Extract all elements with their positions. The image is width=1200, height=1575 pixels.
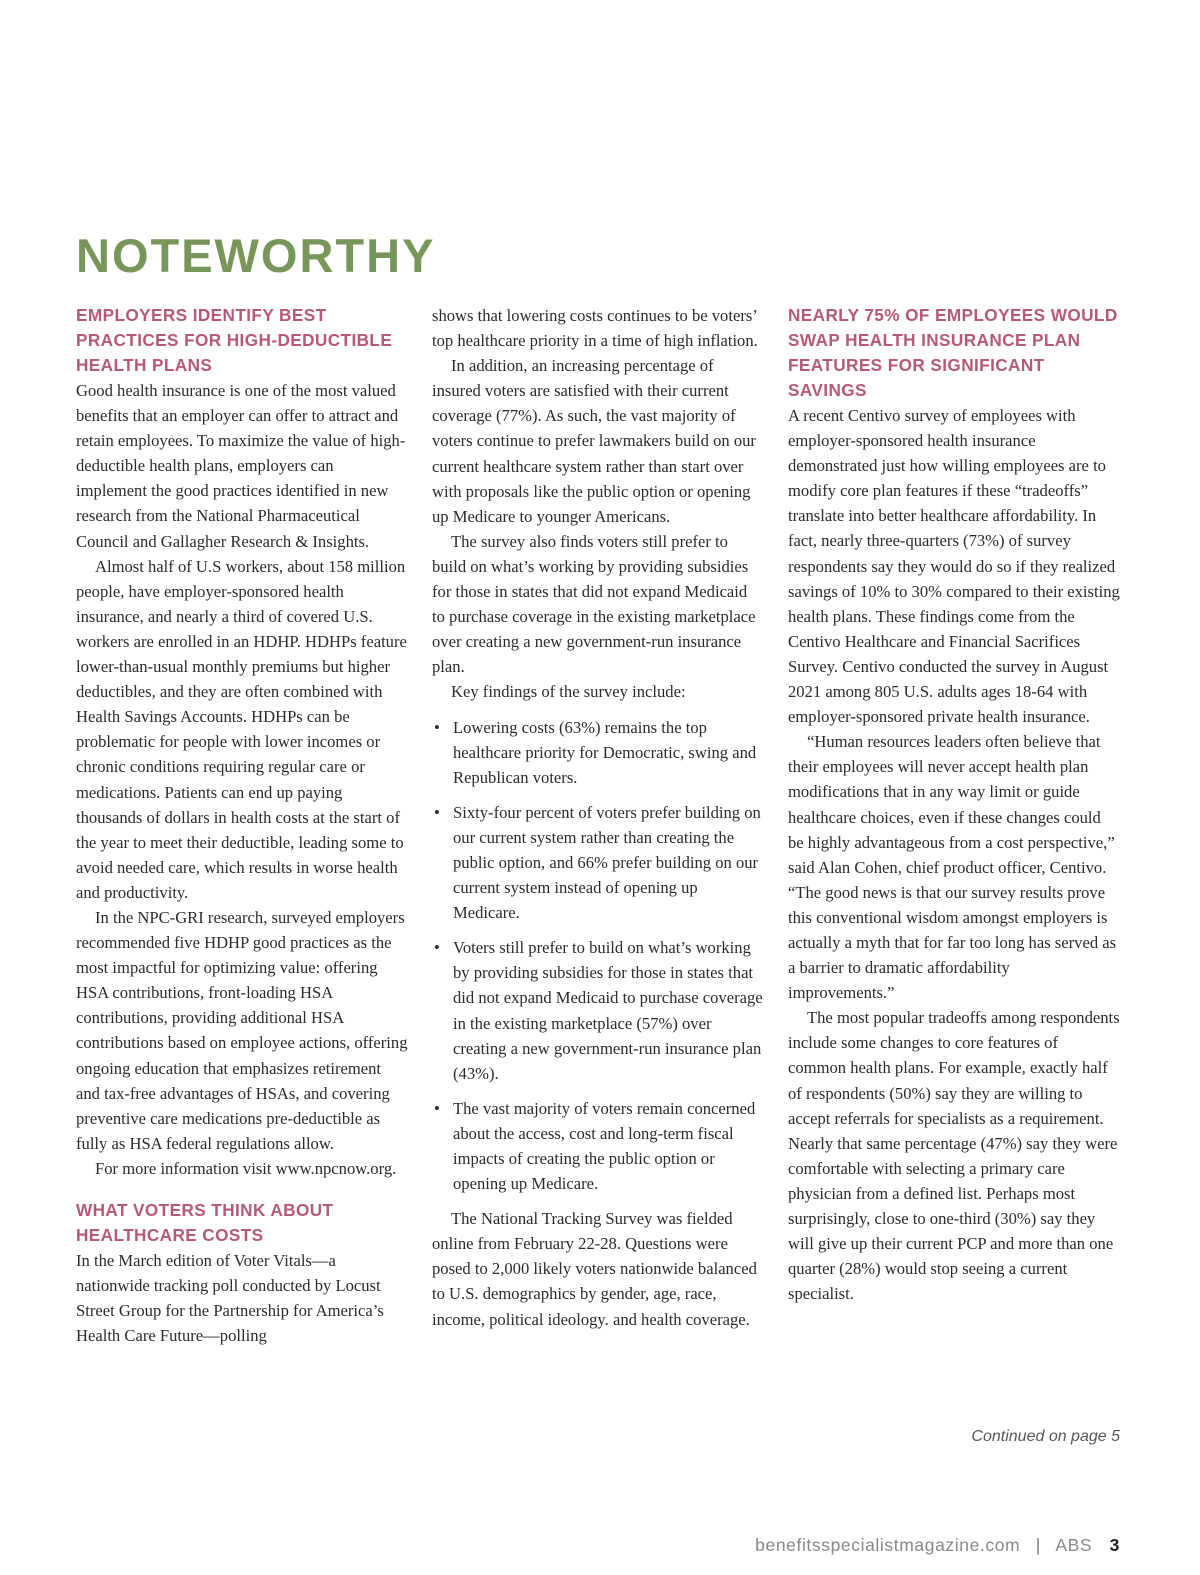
article-2-paragraph: The survey also finds voters still prefer to build on what’s working by providing subsidies for those in states that did not expand Medicaid to purchase coverage in the existing marketplace over creating a new government-run insurance plan.	[432, 531, 756, 677]
article-3-paragraph: “Human resources leaders often believe that their employees will never accept health plan modifications that in any way limit or guide healthcare choices, even if these changes could be highly advantageous from a cost perspective,” said Alan Cohen, chief product officer, Centivo. “The good news is that our survey results prove this conventional wisdom amongst employers is actually a myth that for far too long has served as a barrier to dramatic affordability improvements.”	[788, 732, 1117, 1003]
article-2-paragraph: shows that lowering costs continues to be voters’ top healthcare priority in a time of high inflation.	[432, 306, 758, 351]
article-3-paragraph: A recent Centivo survey of employees with employer-sponsored health insurance demonstrated just how willing employees are to modify core plan features if these “tradeoffs” translate into better healthcare affordability. In fact, nearly three-quarters (73%) of survey respondents say they would do so if they realized savings of 10% to 30% compared to their existing health plans. These findings come from the Centivo Healthcare and Financial Sacrifices Survey. Centivo conducted the survey in August 2021 among 805 U.S. adults ages 18-64 with employer-sponsored private health insurance.	[788, 406, 1120, 727]
article-3-paragraph: The most popular tradeoffs among respondents include some changes to core features of common health plans. For example, exactly half of respondents (50%) say they are willing to accept referrals for specialists as a requirement. Nearly that same percentage (47%) say they were comfortable with selecting a primary care physician from a defined list. Perhaps most surprisingly, close to one-third (30%) say they will give up their current PCP and more than one quarter (28%) would stop seeing a current specialist.	[788, 1008, 1120, 1304]
list-item	[432, 1096, 764, 1196]
article-1-heading: EMPLOYERS IDENTIFY BEST PRACTICES FOR HIGH-DEDUCTIBLE HEALTH PLANS	[76, 305, 393, 375]
column-3	[788, 303, 1120, 1306]
footer-separator: |	[1035, 1535, 1041, 1555]
article-2-closing: The National Tracking Survey was fielded online from February 22-28. Questions were posed to 2,000 likely voters nationwide balanced to U.S. demographics by gender, age, race, income, political ideology. and health coverage.	[432, 1209, 757, 1329]
article-1-paragraph: Good health insurance is one of the most valued benefits that an employer can offer to attract and retain employees. To maximize the value of high-deductible health plans, employers can implement the good practices identified in new research from the National Pharmaceutical Council and Gallagher Research & Insights.	[76, 381, 406, 551]
article-3-heading: NEARLY 75% OF EMPLOYEES WOULD SWAP HEALTH INSURANCE PLAN FEATURES FOR SIGNIFICANT SAVINGS	[788, 305, 1118, 400]
list-item	[432, 800, 764, 925]
bullet-icon: •	[434, 717, 440, 737]
bullet-icon: •	[434, 1098, 440, 1118]
article-2-paragraph: In addition, an increasing percentage of insured voters are satisfied with their current coverage (77%). As such, the vast majority of voters continue to prefer lawmakers build on our current healthcare system rather than start over with proposals like the public option or opening up Medicare to younger Americans.	[432, 356, 756, 526]
article-2-heading: WHAT VOTERS THINK ABOUT HEALTHCARE COSTS	[76, 1200, 334, 1245]
article-1-paragraph: In the NPC-GRI research, surveyed employers recommended five HDHP good practices as the most impactful for optimizing value: offering HSA contributions, front-loading HSA contributions, providing additional HSA contributions based on employee actions, offering ongoing education that emphasizes retirement and tax-free advantages of HSAs, and covering preventive care medications pre-deductible as fully as HSA federal regulations allow.	[76, 907, 408, 1153]
column-2	[432, 303, 764, 1332]
footer-website[interactable]: benefitsspecialistmagazine.com	[755, 1535, 1021, 1555]
list-item-text: Lowering costs (63%) remains the top healthcare priority for Democratic, swing and Republican voters.	[453, 717, 757, 787]
list-item-text: The vast majority of voters remain concerned about the access, cost and long-term fiscal impacts of creating the public option or opening up Medicare.	[453, 1098, 756, 1194]
list-item	[432, 715, 764, 790]
article-1-paragraph: Almost half of U.S workers, about 158 million people, have employer-sponsored health insurance, and nearly a third of covered U.S. workers are enrolled in an HDHP. HDHPs feature lower-than-usual monthly premiums but higher deductibles, and they are often combined with Health Savings Accounts. HDHPs can be problematic for people with lower incomes or chronic conditions requiring regular care or medications. Patients can end up paying thousands of dollars in health costs at the start of the year to meet their deductible, leading some to avoid needed care, which results in worse health and productivity.	[76, 556, 407, 902]
bullet-icon: •	[434, 802, 440, 822]
article-1-paragraph: For more information visit www.npcnow.org.	[95, 1158, 397, 1178]
section-title: NOTEWORTHY	[76, 229, 436, 282]
footer-publication: ABS	[1055, 1535, 1093, 1555]
page-number: 3	[1109, 1535, 1120, 1555]
list-item	[432, 935, 764, 1086]
list-item-text: Sixty-four percent of voters prefer building on our current system rather than creating the public option, and 66% prefer building on our current system instead of opening up Medicare.	[453, 802, 761, 923]
article-2-paragraph: Key findings of the survey include:	[451, 682, 686, 702]
bullet-icon: •	[434, 938, 440, 958]
key-findings-list	[432, 715, 764, 1197]
continued-note: Continued on page 5	[971, 1428, 1120, 1445]
column-1	[76, 303, 408, 1348]
list-item-text: Voters still prefer to build on what’s working by providing subsidies for those in states that did not expand Medicaid to purchase coverage in the existing marketplace (57%) over creating a new government-run insurance plan (43%).	[453, 938, 763, 1083]
page-footer	[755, 1532, 1120, 1558]
article-2-intro: In the March edition of Voter Vitals—a nationwide tracking poll conducted by Locust Street Group for the Partnership for America’s Health Care Future—polling	[76, 1251, 384, 1346]
